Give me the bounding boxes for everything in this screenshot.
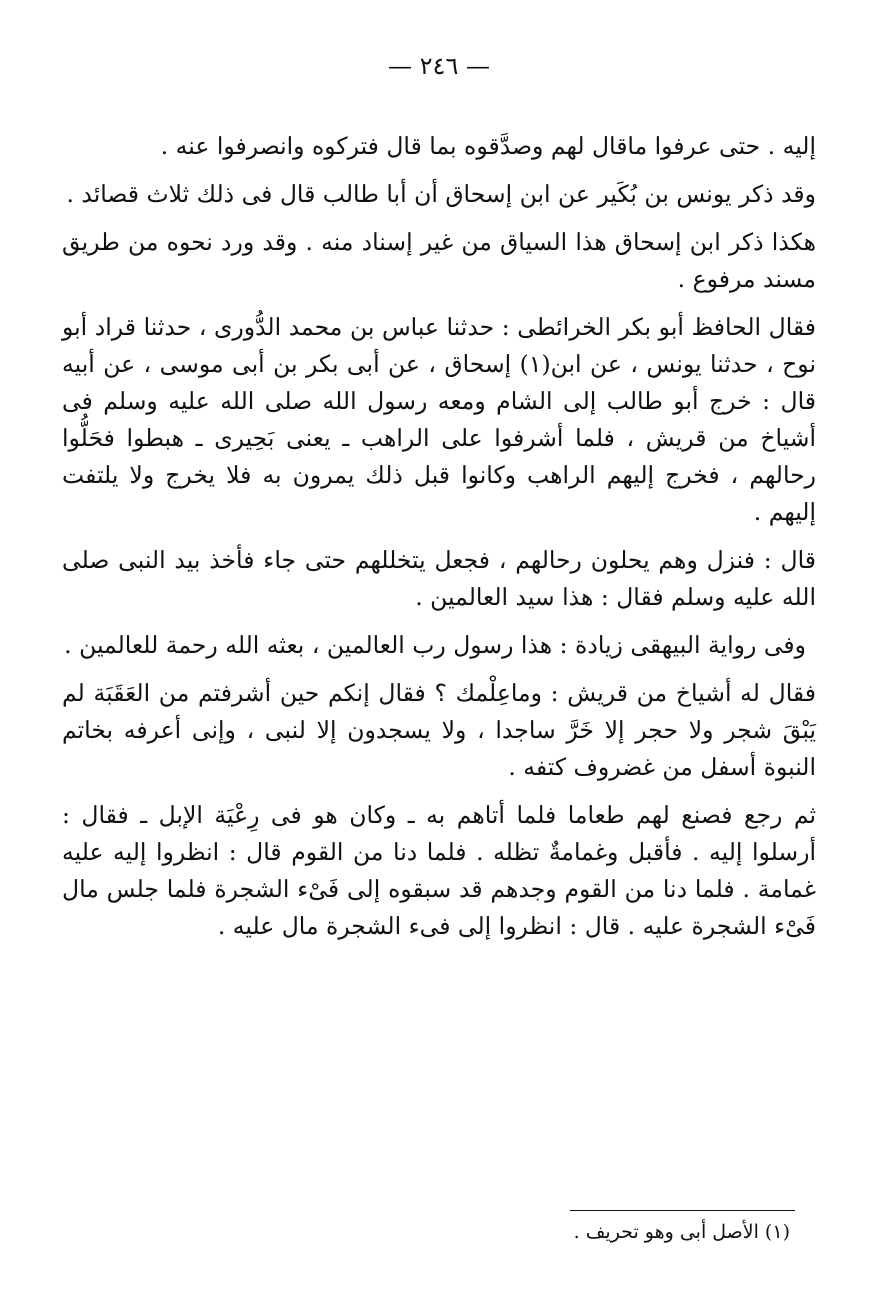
paragraph-7: فقال له أشياخ من قريش : وماعِلْمك ؟ فقال إنكم حين أشرفتم من العَقَبَة لم يَبْقَ شجر ولا حجر إلا خَرَّ ساجدا ، ولا يسجدون إلا لنبى ، وإنى أعرفه بخاتم النبوة أسفل من غضروف كتفه . — [62, 679, 816, 781]
page-number: — ٢٤٦ — — [388, 52, 490, 80]
footnote: (١) الأصل أبى وهو تحريف . — [573, 1221, 790, 1243]
paragraph-6: وفى رواية البيهقى زيادة : هذا رسول رب العالمين ، بعثه الله رحمة للعالمين . — [64, 631, 806, 659]
paragraph-3: هكذا ذكر ابن إسحاق هذا السياق من غير إسناد منه . وقد ورد نحوه من طريق مسند مرفوع . — [62, 228, 816, 293]
paragraph-1: إليه . حتى عرفوا ماقال لهم وصدَّقوه بما قال فتركوه وانصرفوا عنه . — [160, 132, 816, 160]
paragraph-4: فقال الحافظ أبو بكر الخرائطى : حدثنا عباس بن محمد الدُّورى ، حدثنا قراد أبو نوح ، حدثنا يونس ، عن ابن(١) إسحاق ، عن أبى بكر بن أبى موسى ، عن أبيه قال : خرج أبو طالب إلى الشام ومعه رسول الله صلى الله عليه وسلم فى أشياخ من قريش ، فلما أشرفوا على الراهب ـ يعنى بَحِيرى ـ هبطوا فحَلُّوا رحالهم ، فخرج إليهم الراهب وكانوا قبل ذلك يمرون به فلا يخرج ولا يلتفت إليهم . — [62, 313, 816, 526]
paragraph-2: وقد ذكر يونس بن بُكَير عن ابن إسحاق أن أبا طالب قال فى ذلك ثلاث قصائد . — [66, 180, 816, 208]
footnote-divider — [570, 1210, 795, 1211]
paragraph-8: ثم رجع فصنع لهم طعاما فلما أتاهم به ـ وكان هو فى رِعْيَة الإبل ـ فقال : أرسلوا إليه . فأقبل وغمامةٌ تظله . فلما دنا من القوم قال : انظروا إليه عليه غمامة . فلما دنا من القوم وجدهم قد سبقوه إلى فَىْء الشجرة فلما جلس مال فَىْء الشجرة عليه . قال : انظروا إلى فىء الشجرة مال عليه . — [62, 801, 816, 940]
body-text — [62, 128, 816, 956]
paragraph-5: قال : فنزل وهم يحلون رحالهم ، فجعل يتخللهم حتى جاء فأخذ بيد النبى صلى الله عليه وسلم فقال : هذا سيد العالمين . — [62, 546, 816, 611]
